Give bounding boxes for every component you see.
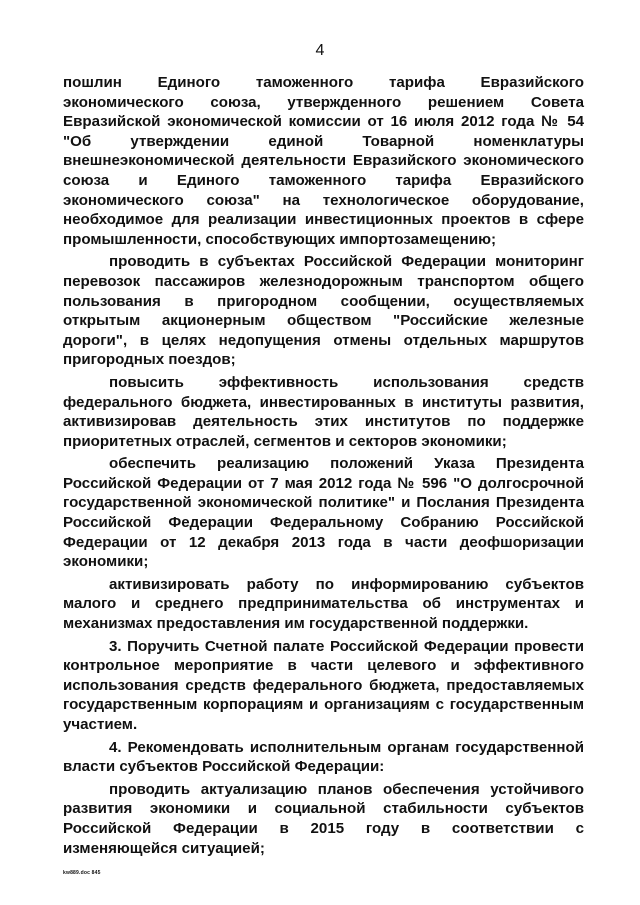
text-line: активизировать работу по информированию субъектов: [109, 575, 584, 593]
page-number: 4: [315, 42, 325, 59]
text-line: открытым акционерным обществом "Российские железные: [63, 312, 584, 330]
text-line: союза и Единого таможенного тарифа Евразийского: [63, 171, 584, 189]
text-line: дороги", в целях недопущения отмены отдельных маршрутов: [63, 331, 584, 349]
text-line: изменяющейся ситуацией;: [63, 839, 265, 857]
text-line: обеспечить реализацию положений Указа Президента: [109, 455, 584, 473]
text-line: развития экономики и социальной стабильности субъектов: [63, 800, 584, 818]
text-line: "Об утверждении единой Товарной номенклатуры: [63, 132, 584, 150]
text-line: Федерации от 12 декабря 2013 года в части деофшоризации: [63, 533, 584, 551]
text-line: внешнеэкономической деятельности Евразийского экономического: [63, 152, 584, 170]
text-line: пошлин Единого таможенного тарифа Евразийского: [63, 74, 584, 91]
text-line: 3. Поручить Счетной палате Российской Федерации провести: [109, 637, 584, 655]
text-line: малого и среднего предпринимательства об инструментах и: [63, 595, 584, 613]
document-body: [63, 73, 584, 858]
text-line: повысить эффективность использования средств: [109, 373, 584, 391]
text-line: 4. Рекомендовать исполнительным органам государственной: [109, 738, 584, 756]
text-line: Российской Федерации в 2015 году в соответствии с: [63, 819, 584, 837]
text-line: Российской Федерации Федеральному Собранию Российской: [63, 514, 584, 532]
text-line: государственным корпорациям и организациям с государственным: [63, 696, 584, 714]
text-line: экономического союза" на технологическое оборудование,: [63, 191, 584, 209]
text-line: пользования в пригородном сообщении, осуществляемых: [63, 292, 584, 310]
text-line: использования средств федерального бюджета, предоставляемых: [63, 676, 584, 694]
text-line: государственной экономической политике" и Послания Президента: [63, 494, 584, 512]
text-line: власти субъектов Российской Федерации:: [63, 758, 385, 776]
text-line: федерального бюджета, инвестированных в институты развития,: [63, 393, 584, 411]
text-line: Российской Федерации от 7 мая 2012 года № 596 "О долгосрочной: [63, 474, 584, 492]
text-line: участием.: [63, 716, 138, 733]
text-line: Евразийской экономической комиссии от 16 июля 2012 года № 54: [63, 113, 584, 131]
text-line: механизмах предоставления им государственной поддержки.: [63, 615, 529, 633]
text-line: проводить актуализацию планов обеспечения устойчивого: [109, 780, 584, 798]
text-line: приоритетных отраслей, сегментов и секторов экономики;: [63, 432, 507, 450]
text-line: экономического союза, утвержденного решением Совета: [63, 93, 584, 111]
text-line: пригородных поездов;: [63, 351, 236, 369]
text-line: проводить в субъектах Российской Федерации мониторинг: [109, 253, 584, 271]
file-footer: kw889.doc 845: [63, 870, 101, 876]
text-line: экономики;: [63, 553, 149, 571]
text-line: необходимое для реализации инвестиционных проектов в сфере: [63, 211, 584, 229]
text-line: активизировав деятельность этих институтов по поддержке: [63, 413, 584, 431]
text-line: промышленности, способствующих импортозамещению;: [63, 230, 497, 248]
text-line: перевозок пассажиров железнодорожным транспортом общего: [63, 272, 584, 290]
text-line: контрольное мероприятие в части целевого и эффективного: [63, 657, 584, 675]
